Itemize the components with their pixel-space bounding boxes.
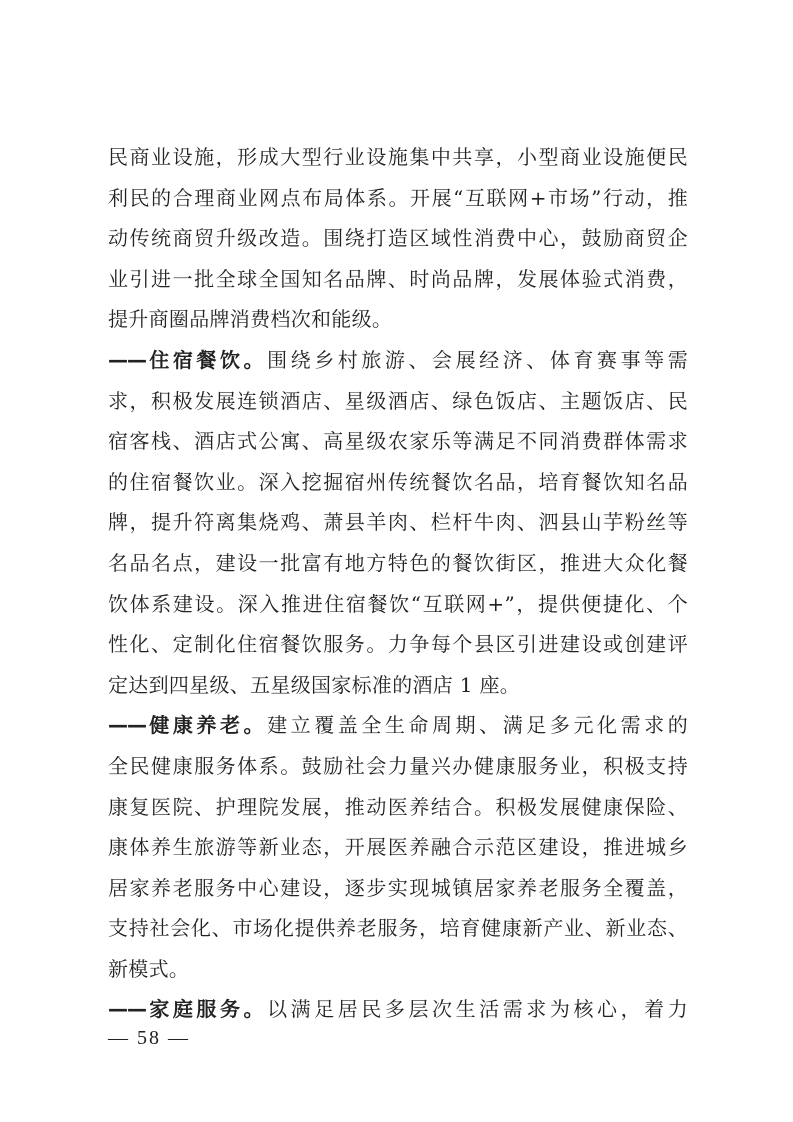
p1-line-4: 业引进一批全球全国知名品牌、时尚品牌，发展体验式消费，	[108, 266, 688, 291]
p1-line-5: 提升商圈品牌消费档次和能级。	[108, 307, 393, 332]
p2-line-3: 的住宿餐饮业。深入挖掘宿州传统餐饮名品，培育餐饮知名品	[108, 469, 688, 494]
p4-dash: ——	[108, 997, 146, 1022]
document-body	[108, 137, 688, 1030]
p4-heading: 家庭服务。	[146, 997, 268, 1022]
p3-line-2: 康复医院、护理院发展，推动医养结合。积极发展健康保险、	[108, 794, 688, 819]
p2-line-5: 名品名点，建设一批富有地方特色的餐饮街区，推进大众化餐	[108, 550, 688, 575]
p3-first-line-rest: 建立覆盖全生命周期、满足多元化需求的	[267, 713, 688, 738]
p2-line-7: 性化、定制化住宿餐饮服务。力争每个县区引进建设或创建评	[108, 632, 688, 657]
p4-heading-line	[108, 989, 688, 1030]
p3-line-4: 居家养老服务中心建设，逐步实现城镇居家养老服务全覆盖，	[108, 875, 688, 900]
p2-heading: 住宿餐饮。	[146, 347, 268, 372]
p2-line-1: 求，积极发展连锁酒店、星级酒店、绿色饭店、主题饭店、民	[108, 388, 688, 413]
p3-heading-line	[108, 705, 688, 746]
p3-dash: ——	[108, 713, 146, 738]
p2-first-line-rest: 围绕乡村旅游、会展经济、体育赛事等需	[267, 347, 688, 372]
p2-dash: ——	[108, 347, 146, 372]
p3-line-1: 全民健康服务体系。鼓励社会力量兴办健康服务业，积极支持	[108, 753, 688, 778]
p2-heading-line	[108, 340, 688, 381]
p2-line-8: 定达到四星级、五星级国家标准的酒店 1 座。	[108, 672, 521, 697]
p3-line-5: 支持社会化、市场化提供养老服务，培育健康新产业、新业态、	[108, 916, 688, 941]
p3-line-3: 康体养生旅游等新业态，开展医养融合示范区建设，推进城乡	[108, 835, 688, 860]
p1-line-1: 民商业设施，形成大型行业设施集中共享，小型商业设施便民	[108, 145, 688, 169]
p1-line-2: 利民的合理商业网点布局体系。开展“互联网+市场”行动，推	[108, 185, 688, 210]
p2-line-4: 牌，提升符离集烧鸡、萧县羊肉、栏杆牛肉、泗县山芋粉丝等	[108, 510, 688, 535]
p2-line-6: 饮体系建设。深入推进住宿餐饮“互联网+”，提供便捷化、个	[108, 591, 688, 616]
page-number: — 58 —	[108, 1027, 190, 1049]
p2-line-2: 宿客栈、酒店式公寓、高星级农家乐等满足不同消费群体需求	[108, 429, 688, 454]
p1-line-3: 动传统商贸升级改造。围绕打造区域性消费中心，鼓励商贸企	[108, 226, 688, 251]
p4-first-line-rest: 以满足居民多层次生活需求为核心，着力	[267, 997, 688, 1022]
p3-line-6: 新模式。	[108, 956, 190, 981]
p3-heading: 健康养老。	[146, 713, 268, 738]
